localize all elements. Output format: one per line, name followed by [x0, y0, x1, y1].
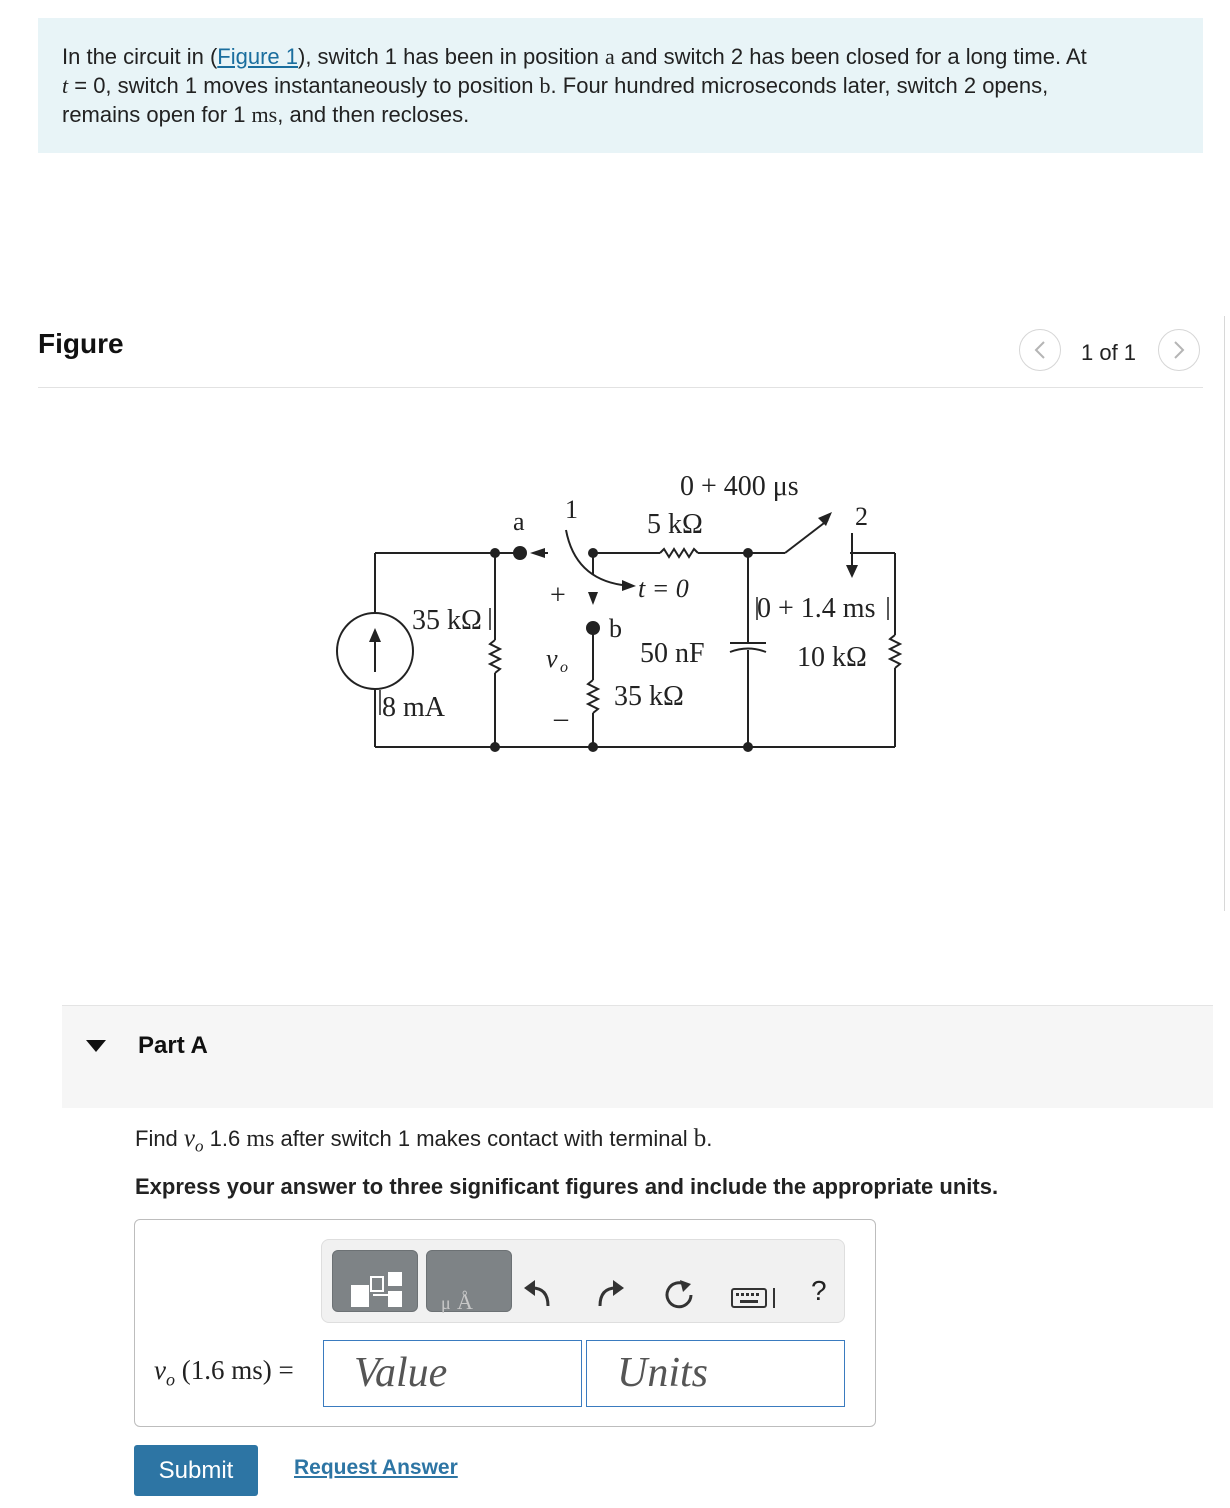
intro-text: In the circuit in ( [62, 44, 218, 69]
capacitor-label: 50 nF [640, 638, 705, 669]
undo-icon[interactable] [522, 1276, 554, 1317]
time-variable: t [62, 73, 69, 98]
help-icon[interactable]: ? [811, 1275, 827, 1306]
vo-label: v [546, 644, 558, 673]
terminal-b [586, 621, 600, 635]
request-answer-link[interactable]: Request Answer [294, 1456, 458, 1479]
value-input[interactable]: Value [323, 1340, 582, 1407]
switch-2-blade [785, 520, 828, 553]
question-text: Find $v_o$ 1.6 ms after switch 1 makes contact with terminal b. [135, 1125, 713, 1156]
position-a: a [604, 44, 615, 69]
keyboard-icon[interactable] [731, 1285, 781, 1317]
vo-subscript: o [560, 659, 568, 676]
switch-1-time-label: t = 0 [638, 574, 689, 603]
resistor-5k-label: 5 kΩ [647, 509, 703, 540]
vo-plus: + [550, 580, 566, 611]
terminal-a [513, 546, 527, 560]
terminal-a-label: a [513, 507, 525, 536]
figure-title: Figure [38, 328, 124, 359]
answer-label: $v_o$ (1.6 ms) = [154, 1355, 294, 1390]
chevron-right-icon [1172, 340, 1186, 360]
redo-icon[interactable] [594, 1276, 626, 1317]
prev-figure-button[interactable] [1019, 329, 1061, 371]
chevron-left-icon [1033, 340, 1047, 360]
intro-text: , and then recloses. [277, 102, 470, 127]
units-icon[interactable] [426, 1250, 512, 1312]
submit-button[interactable]: Submit [134, 1445, 258, 1496]
figure-link[interactable]: Figure 1 [217, 44, 298, 69]
unit-ms: ms [251, 102, 278, 127]
intro-text: = 0, switch 1 moves instantaneously to position [68, 73, 540, 98]
intro-text: . Four hundred microseconds later, switch 2 opens, [550, 73, 1049, 98]
position-b: b [539, 73, 551, 98]
switch-2-label: 2 [855, 502, 868, 531]
source-label: 8 mA [382, 692, 445, 723]
vo-minus: – [554, 703, 568, 734]
panel-edge [1224, 316, 1225, 911]
part-a-title[interactable]: Part A [138, 1032, 208, 1059]
svg-text:Å: Å [457, 1289, 473, 1313]
intro-text: and switch 2 has been closed for a long time. At [614, 44, 1087, 69]
resistor-10k-label: 10 kΩ [797, 642, 867, 673]
part-a-header[interactable] [62, 1005, 1213, 1108]
intro-text: remains open for 1 [62, 102, 252, 127]
resistor-35k-middle-label: 35 kΩ [614, 681, 684, 712]
figure-divider [38, 387, 1203, 388]
switch-2-reclose-label: 0 + 1.4 ms [757, 593, 876, 624]
units-input[interactable]: Units [586, 1340, 845, 1407]
switch-2-time-label: 0 + 400 μs [680, 471, 799, 502]
reset-icon[interactable] [662, 1278, 696, 1319]
intro-text: ), switch 1 has been in position [298, 44, 605, 69]
svg-text:μ: μ [441, 1293, 451, 1313]
circuit-diagram [320, 460, 920, 770]
terminal-b-label: b [609, 614, 622, 643]
resistor-35k-left [490, 640, 500, 673]
switch-1-label: 1 [565, 495, 578, 524]
instruction-text: Express your answer to three significant figures and include the appropriate units. [135, 1174, 999, 1199]
resistor-10k [890, 635, 900, 668]
resistor-5k [660, 549, 698, 557]
next-figure-button[interactable] [1158, 329, 1200, 371]
resistor-35k-middle [588, 680, 598, 713]
caret-down-icon[interactable] [86, 1040, 106, 1052]
resistor-35k-left-label: 35 kΩ [412, 605, 482, 636]
problem-statement [38, 18, 1203, 153]
templates-icon[interactable] [332, 1250, 418, 1312]
figure-pager: 1 of 1 [1081, 340, 1137, 365]
